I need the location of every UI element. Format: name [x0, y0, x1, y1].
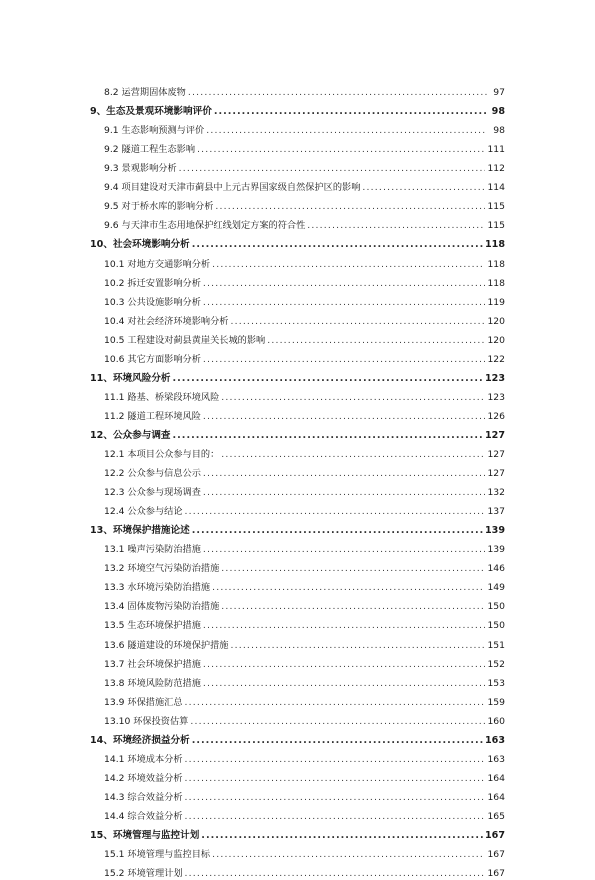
toc-entry-page-number: 139 [484, 525, 505, 537]
dot-leader [185, 505, 486, 518]
toc-entry-page-number: 132 [487, 487, 505, 499]
toc-section-entry[interactable] [90, 426, 505, 442]
toc-subsection-entry[interactable] [90, 712, 505, 728]
toc-subsection-entry[interactable] [90, 464, 505, 480]
toc-entry-title: 9.3 景观影响分析 [104, 163, 177, 175]
toc-subsection-entry[interactable] [90, 864, 505, 880]
dot-leader [214, 105, 487, 118]
toc-entry-page-number: 120 [487, 315, 505, 327]
toc-entry-title: 10.5 工程建设对蓟县黄崖关长城的影响 [104, 334, 266, 346]
toc-entry-page-number: 115 [487, 220, 505, 232]
dot-leader [197, 143, 485, 156]
toc-subsection-entry[interactable] [90, 293, 505, 309]
toc-entry-title: 12.2 公众参与信息公示 [104, 468, 201, 479]
toc-subsection-entry[interactable] [90, 502, 505, 518]
toc-subsection-entry[interactable] [90, 636, 505, 652]
toc-subsection-entry[interactable] [90, 807, 505, 823]
dot-leader [230, 639, 485, 652]
dot-leader [221, 448, 485, 461]
toc-entry-page-number: 97 [493, 87, 505, 98]
toc-subsection-entry[interactable] [90, 483, 505, 499]
dot-leader [203, 619, 486, 632]
dot-leader [203, 486, 486, 499]
dot-leader [203, 467, 486, 480]
toc-entry-title: 14.2 环境效益分析 [104, 772, 183, 784]
toc-subsection-entry[interactable] [90, 674, 505, 690]
dot-leader [307, 219, 485, 232]
toc-entry-title: 10.1 对地方交通影响分析 [104, 258, 211, 270]
toc-entry-title: 11、环境风险分析 [90, 372, 171, 384]
toc-entry-page-number: 123 [484, 372, 505, 384]
toc-section-entry[interactable] [90, 369, 505, 385]
dot-leader [203, 277, 486, 290]
toc-section-entry[interactable] [90, 102, 505, 118]
toc-subsection-entry[interactable] [90, 597, 505, 613]
toc-entry-title: 10.3 公共设施影响分析 [104, 296, 201, 308]
toc-entry-page-number: 122 [487, 353, 505, 365]
toc-entry-page-number: 149 [487, 582, 505, 594]
toc-entry-title: 15.2 环境管理计划 [104, 868, 183, 880]
dot-leader [212, 848, 485, 861]
toc-entry-page-number: 118 [487, 258, 505, 270]
toc-entry-title: 9、生态及景观环境影响评价 [90, 106, 212, 117]
toc-subsection-entry[interactable] [90, 350, 505, 366]
dot-leader [230, 315, 485, 328]
toc-entry-page-number: 112 [487, 163, 505, 175]
toc-entry-page-number: 126 [487, 410, 505, 422]
toc-entry-title: 10.4 对社会经济环境影响分析 [104, 315, 229, 327]
dot-leader [203, 543, 486, 556]
toc-entry-title: 13、环境保护措施论述 [90, 525, 190, 537]
toc-entry-title: 9.1 生态影响预测与评价 [104, 125, 205, 137]
toc-entry-page-number: 167 [487, 849, 505, 860]
toc-entry-page-number: 163 [484, 734, 505, 746]
dot-leader [267, 334, 485, 347]
toc-entry-title: 10.6 其它方面影响分析 [104, 353, 201, 365]
toc-entry-title: 14.1 环境成本分析 [104, 753, 183, 765]
toc-entry-title: 8.2 运营期固体废物 [104, 87, 186, 98]
dot-leader [188, 86, 487, 99]
toc-entry-title: 13.2 环境空气污染防治措施 [104, 563, 220, 575]
toc-subsection-entry[interactable] [90, 121, 505, 137]
toc-section-entry[interactable] [90, 731, 505, 747]
toc-entry-title: 9.2 隧道工程生态影响 [104, 144, 196, 156]
dot-leader [192, 524, 483, 537]
dot-leader [185, 810, 486, 823]
toc-entry-title: 12、公众参与调查 [90, 429, 171, 441]
dot-leader [362, 181, 485, 194]
toc-entry-page-number: 150 [487, 601, 505, 613]
toc-entry-page-number: 137 [487, 506, 505, 518]
toc-entry-page-number: 127 [487, 448, 505, 460]
toc-entry-title: 13.9 环保措施汇总 [104, 696, 183, 708]
toc-subsection-entry[interactable] [90, 83, 505, 99]
toc-subsection-entry[interactable] [90, 750, 505, 766]
toc-entry-page-number: 127 [484, 429, 505, 441]
toc-entry-page-number: 160 [487, 715, 505, 727]
toc-section-entry[interactable] [90, 826, 505, 842]
toc-subsection-entry[interactable] [90, 845, 505, 861]
toc-entry-page-number: 114 [487, 182, 505, 194]
toc-subsection-entry[interactable] [90, 388, 505, 404]
dot-leader [201, 829, 483, 842]
toc-subsection-entry[interactable] [90, 255, 505, 271]
toc-entry-page-number: 152 [487, 658, 505, 670]
toc-entry-page-number: 164 [487, 772, 505, 784]
dot-leader [221, 600, 485, 613]
toc-entry-page-number: 163 [487, 753, 505, 765]
toc-entry-page-number: 118 [484, 239, 505, 251]
dot-leader [185, 696, 486, 709]
toc-entry-title: 13.1 噪声污染防治措施 [104, 544, 201, 556]
toc-entry-title: 14、环境经济损益分析 [90, 734, 190, 746]
toc-subsection-entry[interactable] [90, 140, 505, 156]
toc-entry-title: 13.7 社会环境保护措施 [104, 658, 201, 670]
toc-entry-title: 15、环境管理与监控计划 [90, 830, 200, 841]
toc-entry-title: 12.1 本项目公众参与目的： [104, 448, 220, 460]
dot-leader [215, 200, 485, 213]
dot-leader [203, 658, 486, 671]
toc-entry-title: 9.6 与天津市生态用地保护红线划定方案的符合性 [104, 220, 306, 232]
toc-subsection-entry[interactable] [90, 445, 505, 461]
toc-subsection-entry[interactable] [90, 274, 505, 290]
toc-entry-title: 9.5 对于桥水库的影响分析 [104, 201, 214, 213]
toc-subsection-entry[interactable] [90, 655, 505, 671]
toc-subsection-entry[interactable] [90, 178, 505, 194]
toc-section-entry[interactable] [90, 521, 505, 537]
toc-subsection-entry[interactable] [90, 407, 505, 423]
dot-leader [212, 581, 485, 594]
dot-leader [203, 677, 486, 690]
toc-subsection-entry[interactable] [90, 769, 505, 785]
toc-entry-page-number: 120 [487, 334, 505, 346]
dot-leader [185, 867, 486, 880]
toc-subsection-entry[interactable] [90, 540, 505, 556]
toc-section-entry[interactable] [90, 235, 505, 251]
toc-entry-title: 15.1 环境管理与监控目标 [104, 849, 211, 860]
dot-leader [203, 410, 486, 423]
toc-subsection-entry[interactable] [90, 693, 505, 709]
toc-entry-page-number: 115 [487, 201, 505, 213]
toc-entry-page-number: 153 [487, 677, 505, 689]
toc-entry-page-number: 139 [487, 544, 505, 556]
dot-leader [192, 238, 483, 251]
toc-entry-page-number: 118 [487, 277, 505, 289]
toc-entry-page-number: 127 [487, 468, 505, 479]
toc-entry-title: 14.4 综合效益分析 [104, 810, 183, 822]
dot-leader [221, 562, 485, 575]
toc-entry-page-number: 159 [487, 696, 505, 708]
toc-entry-title: 10、社会环境影响分析 [90, 239, 190, 251]
toc-entry-page-number: 111 [487, 144, 505, 156]
toc-entry-title: 12.3 公众参与现场调查 [104, 487, 201, 499]
dot-leader [192, 734, 483, 747]
dot-leader [173, 429, 483, 442]
dot-leader [206, 124, 487, 137]
toc-entry-page-number: 119 [487, 296, 505, 308]
toc-subsection-entry[interactable] [90, 578, 505, 594]
toc-entry-title: 13.6 隧道建设的环境保护措施 [104, 639, 229, 651]
toc-entry-title: 13.5 生态环境保护措施 [104, 620, 201, 632]
toc-entry-title: 13.8 环境风险防范措施 [104, 677, 201, 689]
dot-leader [185, 753, 486, 766]
toc-subsection-entry[interactable] [90, 331, 505, 347]
toc-entry-title: 11.2 隧道工程环境风险 [104, 410, 201, 422]
toc-subsection-entry[interactable] [90, 312, 505, 328]
toc-subsection-entry[interactable] [90, 159, 505, 175]
toc-entry-page-number: 165 [487, 810, 505, 822]
dot-leader [185, 772, 486, 785]
toc-entry-title: 12.4 公众参与结论 [104, 506, 183, 518]
toc-entry-title: 13.3 水环境污染防治措施 [104, 582, 211, 594]
toc-entry-title: 14.3 综合效益分析 [104, 791, 183, 803]
dot-leader [179, 162, 486, 175]
toc-entry-page-number: 98 [491, 106, 505, 117]
toc-subsection-entry[interactable] [90, 559, 505, 575]
toc-entry-page-number: 123 [487, 391, 505, 403]
toc-entry-title: 9.4 项目建设对天津市蓟县中上元古界国家级自然保护区的影响 [104, 182, 361, 194]
toc-entry-title: 13.10 环保投资估算 [104, 715, 189, 727]
toc-entry-page-number: 167 [484, 830, 505, 841]
dot-leader [190, 715, 485, 728]
toc-entry-page-number: 164 [487, 791, 505, 803]
toc-entry-title: 10.2 拆迁安置影响分析 [104, 277, 201, 289]
toc-entry-title: 11.1 路基、桥梁段环境风险 [104, 391, 220, 403]
toc-subsection-entry[interactable] [90, 788, 505, 804]
toc-entry-title: 13.4 固体废物污染防治措施 [104, 601, 220, 613]
dot-leader [203, 353, 486, 366]
toc-entry-page-number: 167 [487, 868, 505, 880]
dot-leader [203, 296, 486, 309]
dot-leader [185, 791, 486, 804]
toc-subsection-entry[interactable] [90, 616, 505, 632]
toc-subsection-entry[interactable] [90, 197, 505, 213]
dot-leader [221, 391, 485, 404]
toc-entry-page-number: 146 [487, 563, 505, 575]
toc-entry-page-number: 151 [487, 639, 505, 651]
dot-leader [212, 258, 485, 271]
dot-leader [173, 372, 483, 385]
toc-entry-page-number: 98 [493, 125, 505, 137]
toc-subsection-entry[interactable] [90, 216, 505, 232]
toc-entry-page-number: 150 [487, 620, 505, 632]
